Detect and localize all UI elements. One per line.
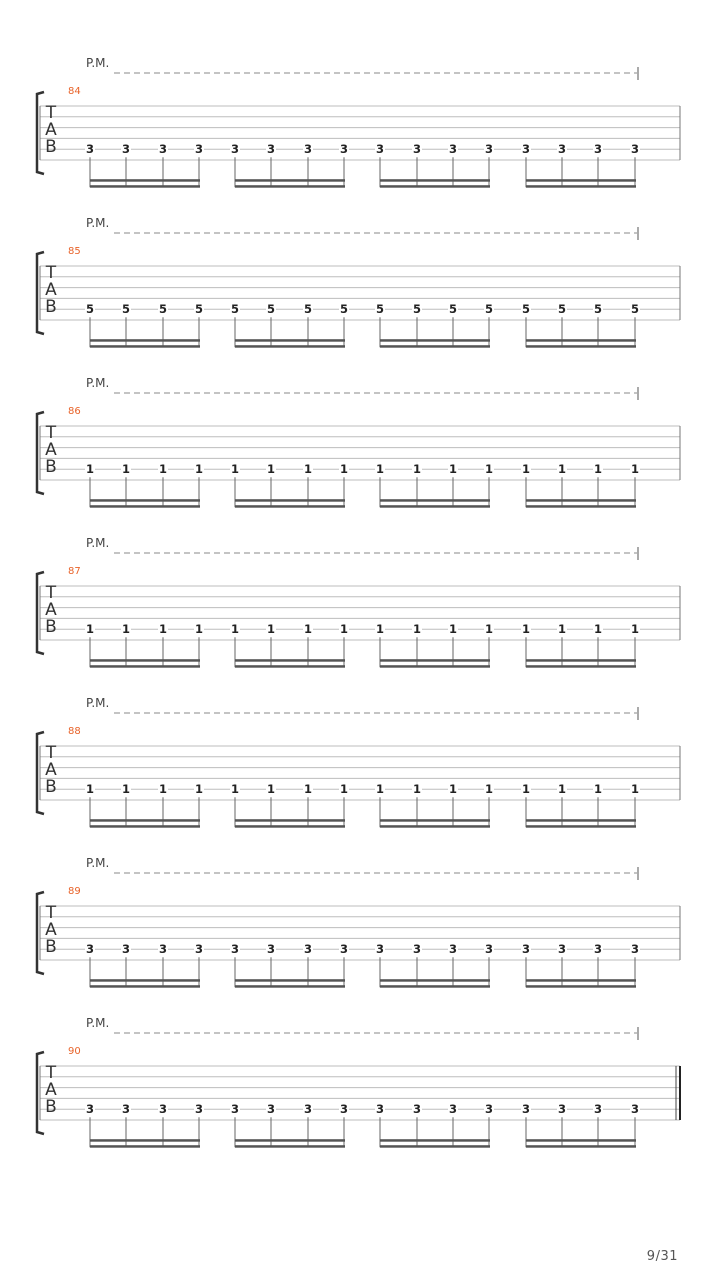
fret-number: 1: [484, 462, 494, 477]
fret-number: 1: [121, 782, 131, 797]
fret-number: 1: [266, 782, 276, 797]
fret-number: 5: [158, 302, 168, 317]
fret-number: 3: [266, 1102, 276, 1117]
beam-secondary: [90, 985, 200, 988]
fret-number: 1: [85, 622, 95, 637]
palm-mute-label: P.M.: [86, 216, 110, 230]
beam-primary: [380, 499, 490, 502]
measure-number: 85: [68, 246, 81, 257]
fret-number: 1: [266, 622, 276, 637]
tab-clef-letter: A: [45, 120, 57, 140]
fret-number: 1: [630, 782, 640, 797]
beam-primary: [526, 659, 636, 662]
tab-system-87: [37, 536, 680, 668]
page-number: 9/31: [646, 1249, 678, 1264]
fret-number: 3: [121, 142, 131, 157]
tab-clef-letter: A: [45, 1080, 57, 1100]
fret-number: 3: [85, 942, 95, 957]
fret-number: 3: [630, 142, 640, 157]
beam-primary: [90, 1139, 200, 1142]
tab-system-88: [37, 696, 680, 828]
beam-secondary: [235, 825, 345, 828]
beam-primary: [90, 819, 200, 822]
fret-number: 5: [194, 302, 204, 317]
beam-primary: [380, 339, 490, 342]
fret-number: 1: [593, 782, 603, 797]
fret-number: 3: [230, 942, 240, 957]
tab-clef-letter: T: [45, 263, 57, 283]
beam-primary: [90, 499, 200, 502]
fret-number: 3: [375, 942, 385, 957]
beam-secondary: [380, 665, 490, 668]
tab-system-86: [37, 376, 680, 508]
tab-clef-letter: A: [45, 920, 57, 940]
palm-mute-label: P.M.: [86, 56, 110, 70]
beam-secondary: [235, 345, 345, 348]
beam-secondary: [235, 1145, 345, 1148]
tab-clef-letter: T: [45, 1063, 57, 1083]
fret-number: 3: [557, 142, 567, 157]
beam-secondary: [526, 665, 636, 668]
fret-number: 1: [375, 782, 385, 797]
fret-number: 1: [630, 622, 640, 637]
tab-clef-letter: B: [45, 137, 57, 157]
beam-secondary: [526, 825, 636, 828]
palm-mute-label: P.M.: [86, 856, 110, 870]
fret-number: 5: [630, 302, 640, 317]
beam-primary: [235, 659, 345, 662]
fret-number: 1: [339, 782, 349, 797]
beam-secondary: [380, 185, 490, 188]
fret-number: 3: [557, 1102, 567, 1117]
fret-number: 1: [85, 462, 95, 477]
fret-number: 3: [339, 142, 349, 157]
fret-number: 1: [121, 622, 131, 637]
fret-number: 3: [158, 942, 168, 957]
beam-primary: [235, 179, 345, 182]
tab-clef-letter: A: [45, 600, 57, 620]
fret-number: 1: [448, 462, 458, 477]
beam-secondary: [526, 505, 636, 508]
fret-number: 1: [375, 622, 385, 637]
fret-number: 1: [448, 782, 458, 797]
fret-number: 3: [448, 942, 458, 957]
tab-clef-letter: B: [45, 617, 57, 637]
fret-number: 3: [266, 142, 276, 157]
fret-number: 3: [158, 142, 168, 157]
beam-primary: [380, 1139, 490, 1142]
beam-secondary: [90, 665, 200, 668]
fret-number: 3: [121, 1102, 131, 1117]
fret-number: 3: [339, 942, 349, 957]
tab-clef-letter: B: [45, 457, 57, 477]
fret-number: 3: [593, 142, 603, 157]
fret-number: 3: [557, 942, 567, 957]
beam-secondary: [235, 185, 345, 188]
beam-secondary: [380, 505, 490, 508]
fret-number: 1: [230, 622, 240, 637]
beam-primary: [380, 659, 490, 662]
beam-secondary: [380, 985, 490, 988]
fret-number: 3: [230, 1102, 240, 1117]
fret-number: 1: [412, 782, 422, 797]
beam-primary: [90, 339, 200, 342]
beam-secondary: [526, 185, 636, 188]
fret-number: 5: [412, 302, 422, 317]
beam-secondary: [380, 1145, 490, 1148]
fret-number: 1: [303, 782, 313, 797]
fret-number: 3: [194, 942, 204, 957]
fret-number: 3: [85, 142, 95, 157]
beam-secondary: [90, 345, 200, 348]
fret-number: 3: [484, 1102, 494, 1117]
fret-number: 5: [557, 302, 567, 317]
fret-number: 3: [303, 1102, 313, 1117]
beam-primary: [235, 819, 345, 822]
measure-number: 84: [68, 86, 81, 97]
beam-primary: [526, 819, 636, 822]
beam-primary: [526, 499, 636, 502]
fret-number: 3: [85, 1102, 95, 1117]
beam-secondary: [235, 505, 345, 508]
fret-number: 3: [375, 142, 385, 157]
fret-number: 1: [158, 782, 168, 797]
measure-number: 90: [68, 1046, 81, 1057]
beam-primary: [90, 179, 200, 182]
fret-number: 3: [448, 1102, 458, 1117]
tab-system-84: [37, 56, 680, 188]
fret-number: 3: [303, 142, 313, 157]
fret-number: 3: [484, 142, 494, 157]
tab-clef-letter: B: [45, 937, 57, 957]
beam-primary: [380, 979, 490, 982]
fret-number: 3: [194, 1102, 204, 1117]
fret-number: 1: [303, 462, 313, 477]
fret-number: 5: [484, 302, 494, 317]
palm-mute-label: P.M.: [86, 1016, 110, 1030]
tab-system-90: [37, 1016, 680, 1148]
fret-number: 1: [557, 462, 567, 477]
tab-clef-letter: T: [45, 743, 57, 763]
fret-number: 1: [194, 462, 204, 477]
fret-number: 3: [630, 1102, 640, 1117]
fret-number: 1: [593, 462, 603, 477]
beam-primary: [380, 179, 490, 182]
beam-secondary: [235, 665, 345, 668]
fret-number: 1: [521, 622, 531, 637]
fret-number: 3: [375, 1102, 385, 1117]
fret-number: 3: [593, 1102, 603, 1117]
measure-number: 87: [68, 566, 81, 577]
fret-number: 1: [412, 622, 422, 637]
tab-clef-letter: T: [45, 903, 57, 923]
fret-number: 1: [448, 622, 458, 637]
fret-number: 3: [266, 942, 276, 957]
fret-number: 1: [85, 782, 95, 797]
fret-number: 1: [339, 462, 349, 477]
fret-number: 5: [448, 302, 458, 317]
beam-primary: [235, 339, 345, 342]
fret-number: 3: [303, 942, 313, 957]
fret-number: 1: [521, 462, 531, 477]
tab-clef-letter: T: [45, 103, 57, 123]
tab-clef-letter: T: [45, 583, 57, 603]
fret-number: 5: [85, 302, 95, 317]
beam-secondary: [90, 505, 200, 508]
fret-number: 3: [194, 142, 204, 157]
fret-number: 1: [484, 622, 494, 637]
fret-number: 3: [521, 142, 531, 157]
beam-primary: [90, 659, 200, 662]
beam-primary: [235, 499, 345, 502]
beam-secondary: [526, 985, 636, 988]
palm-mute-label: P.M.: [86, 536, 110, 550]
beam-secondary: [235, 985, 345, 988]
fret-number: 3: [158, 1102, 168, 1117]
beam-primary: [235, 1139, 345, 1142]
beam-secondary: [526, 1145, 636, 1148]
fret-number: 3: [484, 942, 494, 957]
beam-primary: [235, 979, 345, 982]
beam-secondary: [90, 185, 200, 188]
palm-mute-label: P.M.: [86, 696, 110, 710]
measure-number: 89: [68, 886, 81, 897]
beam-secondary: [380, 345, 490, 348]
fret-number: 5: [375, 302, 385, 317]
beam-secondary: [380, 825, 490, 828]
fret-number: 3: [412, 1102, 422, 1117]
fret-number: 3: [521, 942, 531, 957]
fret-number: 3: [412, 942, 422, 957]
tab-system-85: [37, 216, 680, 348]
fret-number: 1: [375, 462, 385, 477]
fret-number: 1: [630, 462, 640, 477]
fret-number: 3: [521, 1102, 531, 1117]
fret-number: 3: [630, 942, 640, 957]
fret-number: 1: [412, 462, 422, 477]
fret-number: 1: [339, 622, 349, 637]
fret-number: 1: [230, 782, 240, 797]
tab-clef-letter: B: [45, 297, 57, 317]
fret-number: 1: [194, 622, 204, 637]
fret-number: 5: [121, 302, 131, 317]
fret-number: 5: [521, 302, 531, 317]
fret-number: 3: [448, 142, 458, 157]
fret-number: 1: [158, 462, 168, 477]
fret-number: 3: [339, 1102, 349, 1117]
fret-number: 3: [593, 942, 603, 957]
beam-secondary: [526, 345, 636, 348]
fret-number: 1: [303, 622, 313, 637]
fret-number: 3: [121, 942, 131, 957]
tab-system-89: [37, 856, 680, 988]
beam-primary: [526, 1139, 636, 1142]
fret-number: 5: [266, 302, 276, 317]
fret-number: 5: [593, 302, 603, 317]
beam-primary: [526, 179, 636, 182]
tab-clef-letter: B: [45, 777, 57, 797]
fret-number: 1: [266, 462, 276, 477]
beam-secondary: [90, 825, 200, 828]
tab-clef-letter: B: [45, 1097, 57, 1117]
beam-primary: [526, 979, 636, 982]
tab-clef-letter: T: [45, 423, 57, 443]
palm-mute-label: P.M.: [86, 376, 110, 390]
fret-number: 1: [593, 622, 603, 637]
beam-primary: [526, 339, 636, 342]
fret-number: 1: [484, 782, 494, 797]
fret-number: 1: [121, 462, 131, 477]
beam-primary: [90, 979, 200, 982]
fret-number: 1: [557, 622, 567, 637]
fret-number: 1: [194, 782, 204, 797]
beam-secondary: [90, 1145, 200, 1148]
measure-number: 86: [68, 406, 81, 417]
fret-number: 5: [339, 302, 349, 317]
fret-number: 5: [230, 302, 240, 317]
fret-number: 5: [303, 302, 313, 317]
fret-number: 1: [230, 462, 240, 477]
fret-number: 3: [412, 142, 422, 157]
tab-clef-letter: A: [45, 760, 57, 780]
measure-number: 88: [68, 726, 81, 737]
beam-primary: [380, 819, 490, 822]
fret-number: 1: [521, 782, 531, 797]
tab-clef-letter: A: [45, 440, 57, 460]
fret-number: 1: [158, 622, 168, 637]
fret-number: 3: [230, 142, 240, 157]
tab-clef-letter: A: [45, 280, 57, 300]
fret-number: 1: [557, 782, 567, 797]
